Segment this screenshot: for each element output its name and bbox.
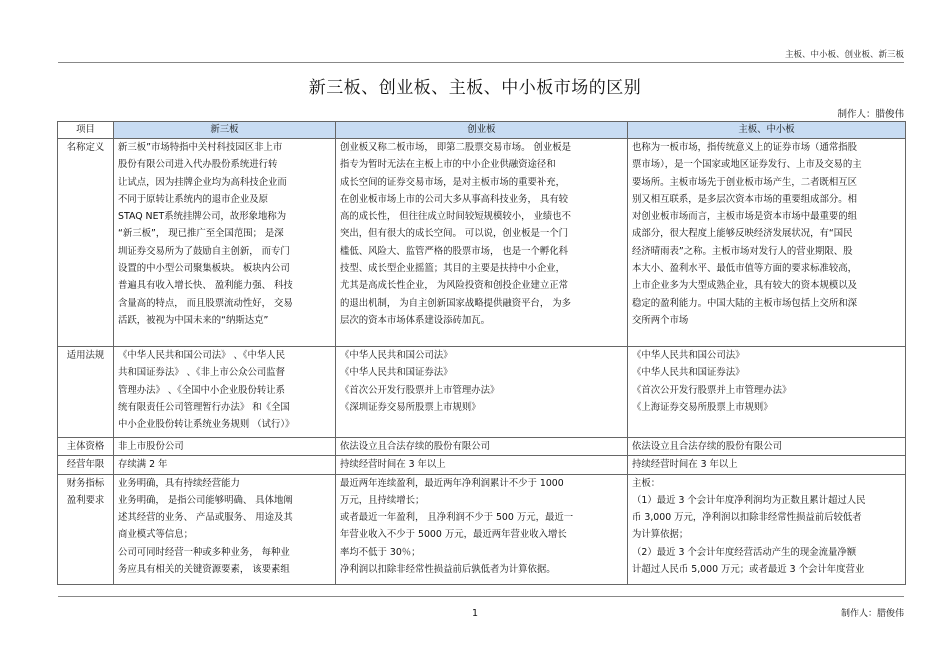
header-divider: [58, 62, 904, 63]
cell-text-line: 依法设立且合法存续的股份有限公司: [632, 441, 783, 452]
zhuban-cell: [628, 456, 906, 474]
cell-text-line: 股份有限公司进入代办股份系统进行转: [118, 159, 278, 171]
cell-text-line: 《首次公开发行股票并上市管理办法》: [340, 384, 500, 396]
row-financial-requirements: [58, 474, 906, 584]
cell-text-line: 年营业收入不少于 5000 万元，最近两年营业收入增长: [340, 529, 567, 541]
row-label: [58, 139, 114, 347]
chuangyeban-cell: [336, 139, 628, 347]
cell-text-line: 高的成长性， 但往往成立时间较短规模较小， 业绩也不: [340, 211, 571, 223]
cell-text-line: 让试点，因为挂牌企业均为高科技企业而: [118, 176, 287, 188]
zhuban-cell: [628, 438, 906, 456]
xinsanban-cell: [114, 139, 336, 347]
comparison-table: [57, 121, 906, 585]
cell-text-line: 《中华人民共和国公司法》: [340, 350, 453, 361]
cell-text-line: 尤其是高成长性企业， 为风险投资和创投企业建立正常: [340, 280, 568, 292]
row-label: [58, 456, 114, 474]
cell-text-line: 经济晴雨表”之称。主板市场对发行人的营业期限、股: [632, 245, 853, 257]
cell-text-line: 技型、成长型企业摇篮；其目的主要是扶持中小企业，: [340, 263, 566, 275]
cell-text-line: 业务明确， 是指公司能够明确、 具体地阐: [118, 494, 293, 506]
cell-text-line: 别又相互联系，是多层次资本市场的重要组成部分。相: [632, 193, 858, 205]
cell-text-line: 公司可同时经营一种或多种业务， 每种业: [118, 546, 290, 558]
cell-text-line: 成部分，很大程度上能够反映经济发展状况，有“国民: [632, 228, 853, 240]
cell-text-line: 《中华人民共和国公司法》: [632, 350, 745, 361]
cell-text-line: 《中华人民共和国公司法》 、《中华人民: [118, 350, 286, 361]
cell-text-line: 圳证券交易所为了鼓励自主创新， 而专门: [118, 245, 290, 257]
table-header-row: [58, 122, 906, 139]
cell-text-line: 业务明确，具有持续经营能力: [118, 477, 240, 489]
cell-text-line: 率均不低于 30％；: [340, 546, 421, 558]
row-name-definition: [58, 139, 906, 347]
cell-text-line: 含量高的特点， 而且股票流动性好， 交易: [118, 297, 293, 309]
row-entity-qualification: [58, 438, 906, 456]
row-label-line: 经营年限: [66, 459, 105, 471]
cell-text-line: 务应具有相关的关键资源要素， 该要素组: [118, 564, 290, 576]
row-label: [58, 438, 114, 456]
cell-text-line: 《中华人民共和国证券法》: [632, 367, 745, 379]
cell-text-line: 稳定的盈利能力。中国大陆的主板市场包括上交所和深: [632, 297, 858, 309]
cell-text-line: 《首次公开发行股票并上市管理办法》: [632, 384, 792, 396]
cell-text-line: STAQ NET系统挂牌公司，故形象地称为: [118, 211, 287, 223]
cell-text-line: 对创业板市场而言，主板市场是资本市场中最重要的组: [632, 211, 858, 223]
cell-text-line: 成长空间的证券交易市场，是对主板市场的重要补充，: [340, 176, 566, 188]
cell-text-line: 普遍具有收入增长快、 盈利能力强、 科技: [118, 280, 293, 292]
column-header-item: 项目: [58, 122, 114, 139]
chuangyeban-cell: [336, 438, 628, 456]
row-regulations: [58, 347, 906, 438]
row-label-line: 适用法规: [66, 350, 105, 361]
cell-text-line: 净利润以扣除非经常性损益前后孰低者为计算依据。: [340, 564, 556, 576]
row-operating-years: [58, 456, 906, 474]
cell-text-line: 活跃，被视为中国未来的“纳斯达克”: [118, 314, 269, 326]
cell-text-line: 管理办法》 、《全国中小企业股份转让系: [118, 384, 286, 396]
row-label-line: 盈利要求: [66, 494, 105, 506]
page-title: 新三板、创业板、主板、中小板市场的区别: [308, 78, 642, 98]
zhuban-cell: [628, 474, 906, 584]
row-label: [58, 347, 114, 438]
row-label-line: 名称定义: [66, 142, 105, 153]
cell-text-line: 突出，但有很大的成长空间。 可以说，创业板是一个门: [340, 228, 568, 240]
footer-author: 制作人：腊俊伟: [840, 609, 904, 619]
cell-text-line: 《深圳证券交易所股票上市规则》: [340, 401, 481, 413]
cell-text-line: 层次的资本市场体系建设添砖加瓦。: [340, 314, 491, 326]
page-number: 1: [471, 608, 479, 619]
cell-text-line: 要场所。主板市场先于创业板市场产生，二者既相互区: [632, 176, 858, 188]
cell-text-line: （2）最近 3 个会计年度经营活动产生的现金流量净额: [632, 546, 857, 558]
zhuban-cell: [628, 347, 906, 438]
chuangyeban-cell: [336, 474, 628, 584]
cell-text-line: 最近两年连续盈利，最近两年净利润累计不少于 1000: [340, 477, 564, 489]
xinsanban-cell: [114, 456, 336, 474]
header-tags: 主板、中小板、创业板、新三板: [784, 50, 904, 60]
row-label: [58, 474, 114, 584]
cell-text-line: 非上市股份公司: [118, 441, 184, 452]
cell-text-line: （1）最近 3 个会计年度净利润均为正数且累计超过人民: [632, 494, 866, 506]
chuangyeban-cell: [336, 347, 628, 438]
column-header-xinsanban: 新三板: [114, 122, 336, 139]
cell-text-line: 中小企业股份转让系统业务规则 （试行）》: [118, 419, 295, 431]
cell-text-line: 持续经营时间在 3 年以上: [340, 459, 446, 471]
cell-text-line: 指专为暂时无法在主板上市的中小企业供融资途径和: [340, 159, 556, 171]
cell-text-line: 新三板”市场特指中关村科技园区非上市: [118, 142, 283, 153]
xinsanban-cell: [114, 347, 336, 438]
row-label-line: 主体资格: [66, 441, 105, 452]
cell-text-line: 本大小、盈利水平、最低市值等方面的要求标准较高，: [632, 263, 858, 275]
cell-text-line: 《上海证券交易所股票上市规则》: [632, 401, 773, 413]
row-label-line: 财务指标: [66, 477, 105, 489]
cell-text-line: 万元，且持续增长；: [340, 494, 425, 506]
cell-text-line: 槛低、风险大、监管严格的股票市场， 也是一个孵化科: [340, 245, 568, 257]
cell-text-line: 商业模式等信息；: [118, 529, 194, 541]
cell-text-line: 也称为一板市场，指传统意义上的证券市场（通常指股: [632, 142, 858, 153]
xinsanban-cell: [114, 438, 336, 456]
cell-text-line: 或者最近一年盈利， 且净利润不少于 500 万元，最近一: [340, 512, 574, 524]
cell-text-line: “新三板”， 现已推广至全国范围； 是深: [118, 228, 284, 240]
cell-text-line: 创业板又称二板市场， 即第二股票交易市场。 创业板是: [340, 142, 571, 153]
cell-text-line: 上市企业多为大型成熟企业，具有较大的资本规模以及: [632, 280, 858, 292]
cell-text-line: 不同于原转让系统内的退市企业及原: [118, 193, 269, 205]
chuangyeban-cell: [336, 456, 628, 474]
cell-text-line: 《中华人民共和国证券法》: [340, 367, 453, 379]
column-header-chuangyeban: 创业板: [336, 122, 628, 139]
author-label: 制作人：腊俊伟: [837, 109, 904, 120]
cell-text-line: 主板：: [632, 477, 661, 489]
cell-text-line: 在创业板市场上市的公司大多从事高科技业务， 具有较: [340, 193, 568, 205]
cell-text-line: 的退出机制， 为自主创新国家战略提供融资平台， 为多: [340, 297, 571, 309]
xinsanban-cell: [114, 474, 336, 584]
cell-text-line: 设置的中小型公司聚集板块。 板块内公司: [118, 263, 290, 275]
cell-text-line: 交所两个市场: [632, 314, 689, 326]
cell-text-line: 统有限责任公司管理暂行办法》 和《全国: [118, 401, 290, 413]
cell-text-line: 存续满 2 年: [118, 459, 168, 471]
cell-text-line: 共和国证券法》 、《非上市公众公司监督: [118, 367, 286, 379]
footer-divider: [58, 596, 904, 597]
cell-text-line: 币 3,000 万元，净利润以扣除非经常性损益前后较低者: [632, 512, 862, 524]
zhuban-cell: [628, 139, 906, 347]
cell-text-line: 计超过人民币 5,000 万元；或者最近 3 个会计年度营业: [632, 564, 865, 576]
cell-text-line: 票市场），是一个国家或地区证券发行、上市及交易的主: [632, 159, 862, 171]
cell-text-line: 持续经营时间在 3 年以上: [632, 459, 738, 471]
column-header-zhuban: 主板、中小板: [628, 122, 906, 139]
cell-text-line: 依法设立且合法存续的股份有限公司: [340, 441, 491, 452]
cell-text-line: 为计算依据；: [632, 529, 689, 541]
cell-text-line: 述其经营的业务、 产品或服务、 用途及其: [118, 512, 293, 524]
